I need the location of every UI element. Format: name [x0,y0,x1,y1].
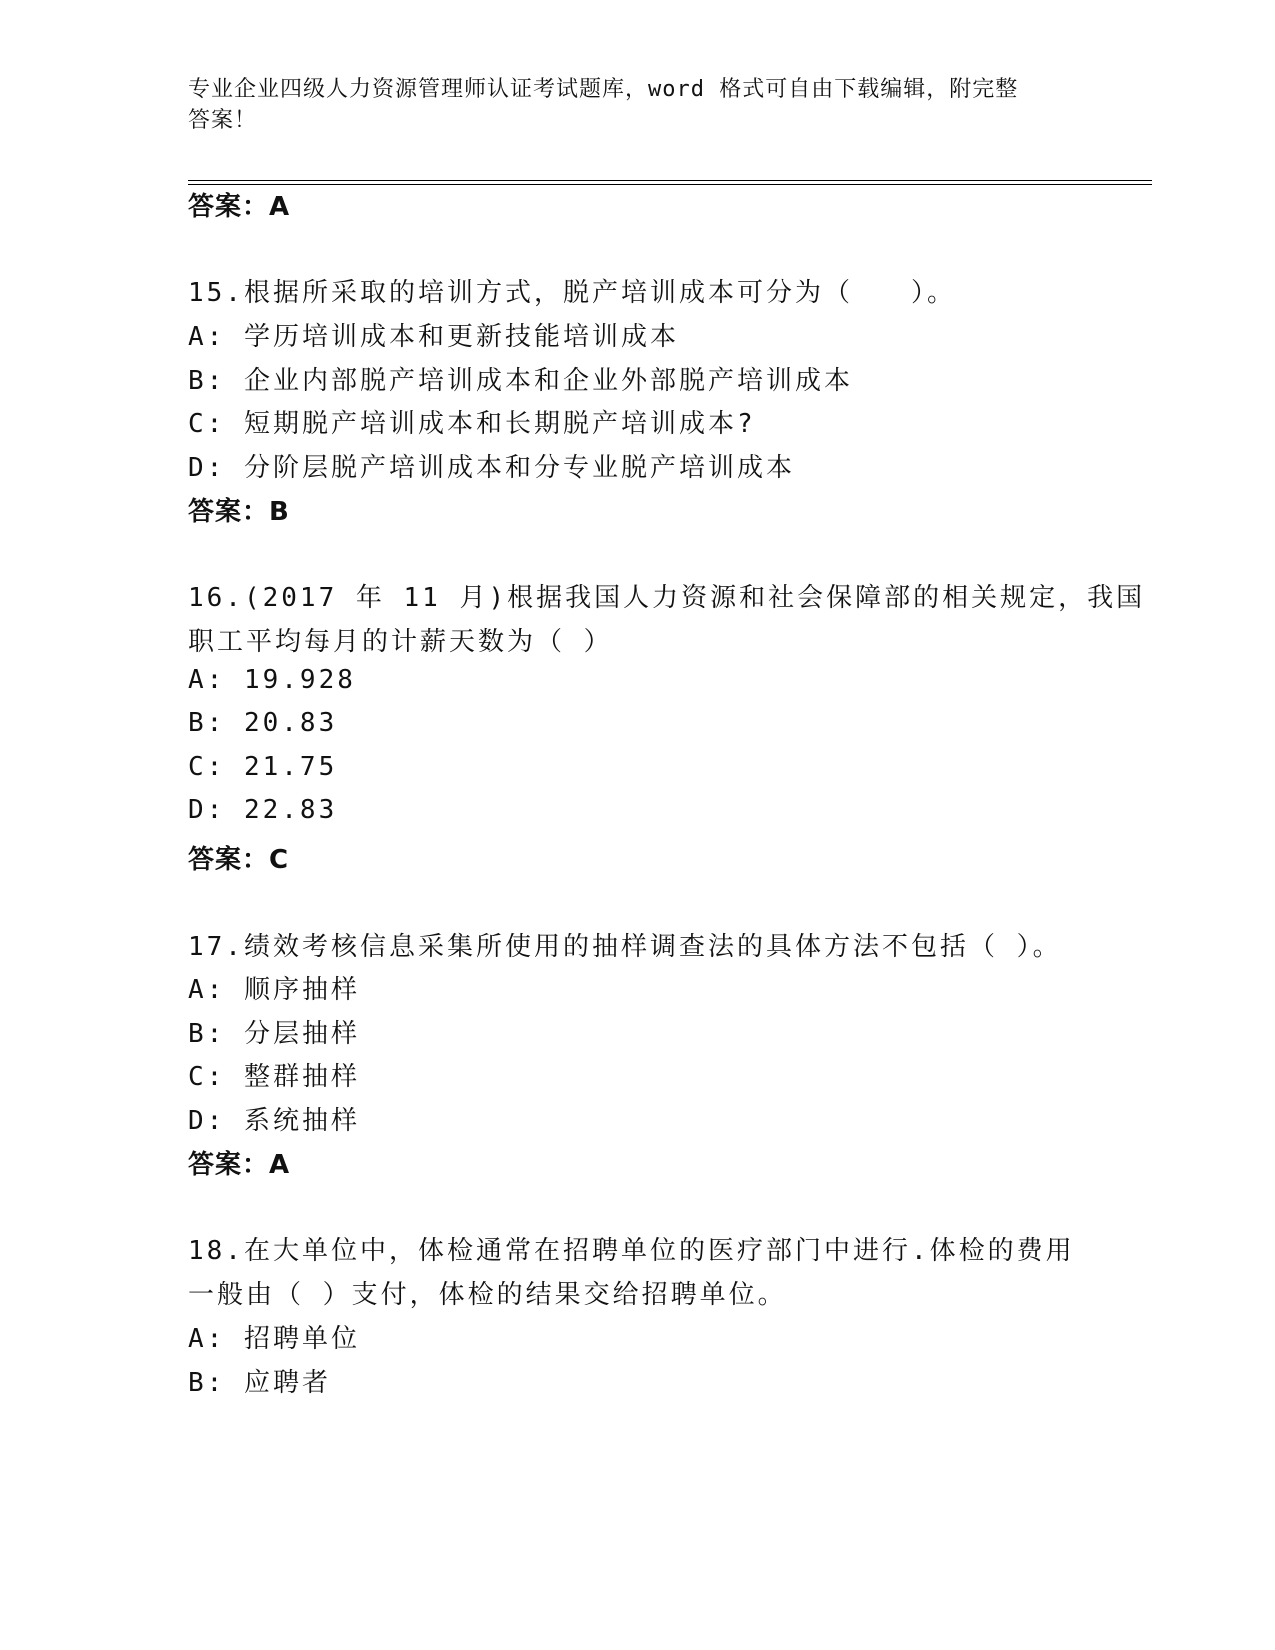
option-b: B: 分层抽样 [188,1019,360,1049]
answer-label: 答案：A [188,192,291,222]
option-c: C: 21.75 [188,752,338,782]
option-a: A: 顺序抽样 [188,975,360,1005]
question-stem-continued: 职工平均每月的计薪天数为（ ） [188,627,613,657]
header-line-2: 答案！ [188,108,258,133]
answer-label: 答案：B [188,497,290,527]
question-stem-continued: 一般由（ ）支付，体检的结果交给招聘单位。 [188,1280,787,1310]
option-c: C: 整群抽样 [188,1062,360,1092]
option-b: B: 20.83 [188,708,338,738]
option-b: B: 企业内部脱产培训成本和企业外部脱产培训成本 [188,366,853,396]
header-line-1: 专业企业四级人力资源管理师认证考试题库，word 格式可自由下载编辑，附完整 [188,77,1019,102]
question-stem: 18.在大单位中，体检通常在招聘单位的医疗部门中进行.体检的费用 [188,1236,1075,1266]
answer-label: 答案：C [188,845,290,875]
option-c: C: 短期脱产培训成本和长期脱产培训成本? [188,409,756,439]
option-b: B: 应聘者 [188,1368,331,1398]
option-d: D: 22.83 [188,795,338,825]
option-d: D: 分阶层脱产培训成本和分专业脱产培训成本 [188,453,795,483]
question-stem: 16.(2017 年 11 月)根据我国人力资源和社会保障部的相关规定，我国 [188,583,1146,613]
header-divider-top [188,180,1152,181]
option-d: D: 系统抽样 [188,1106,360,1136]
option-a: A: 19.928 [188,665,356,695]
answer-label: 答案：A [188,1150,291,1180]
option-a: A: 招聘单位 [188,1324,360,1354]
question-stem: 17.绩效考核信息采集所使用的抽样调查法的具体方法不包括（ ）。 [188,932,1062,962]
option-a: A: 学历培训成本和更新技能培训成本 [188,322,679,352]
question-stem: 15.根据所采取的培训方式，脱产培训成本可分为（ ）。 [188,278,956,308]
page-header [188,74,1068,136]
header-divider-bottom [188,184,1152,185]
